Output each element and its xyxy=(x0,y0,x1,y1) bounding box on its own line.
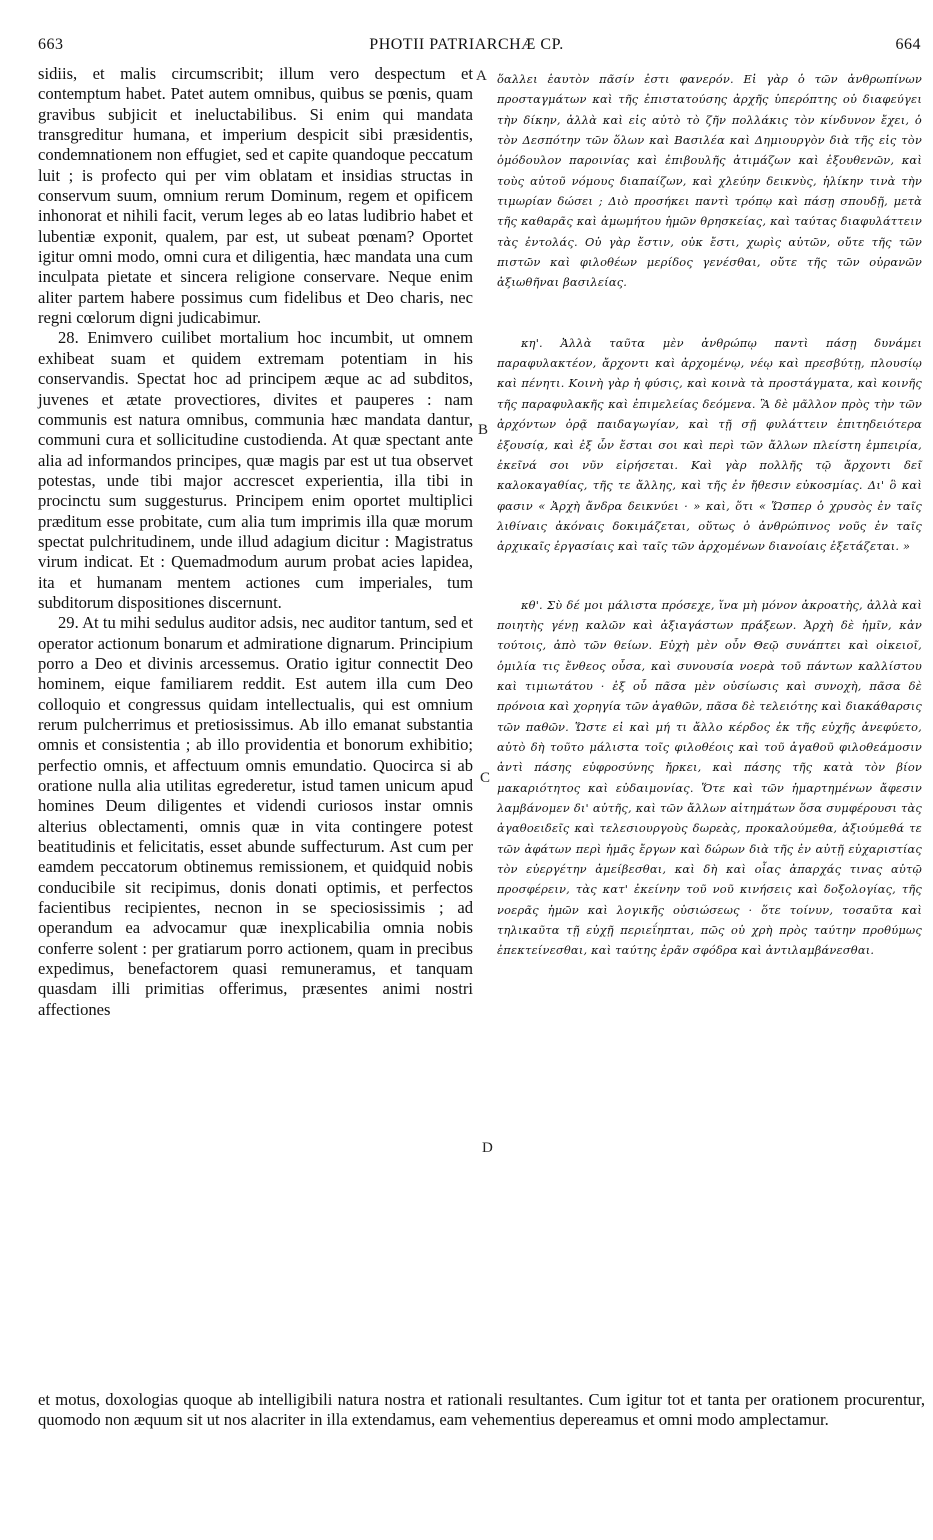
left-page-number: 663 xyxy=(38,36,64,53)
latin-paragraph-29-end: et motus, doxologias quoque ab intelligibili natura nostra et rationali resultantes. Cum igitur tot et tanta per orationem procurentur, quomodo non æquum sit ut nos alacriter in illa extendamus, eam vehementius depereamus et omni modo amplectamur. xyxy=(38,1390,925,1430)
greek-paragraph-28: κη'. Ἀλλὰ ταῦτα μὲν ἀνθρώπῳ παντὶ πάσῃ δυνάμει παραφυλακτέον, ἄρχοντι καὶ ἀρχομένῳ, νέῳ καὶ πρεσβύτῃ, πλουσίῳ καὶ πένητι. Κοινὴ γὰρ ἡ φύσις, καὶ κοινὰ τὰ προστάγματα, καὶ κοινῆς τῆς παραφυλακῆς καὶ ἐπιμελείας δεόμενα. Ἃ δὲ μᾶλλον πρὸς τὴν τῶν ἀρχόντων ὁρᾷ παιδαγωγίαν, καὶ τῇ σῇ φυλάττειν ἐπιτηδειότερα ἐξουσίᾳ, καὶ ἐξ ὧν ἔσται σοι καὶ περὶ τῶν ἄλλων πλείστη ἐμπειρία, ἐκεῖνά σοι νῦν εἰρήσεται. Καὶ γὰρ πολλῆς τῷ ἄρχοντι δεῖ καλοκαγαθίας, τῆς τε ἄλλης, καὶ τῆς ἐν ἤθεσιν εὐκοσμίας. Δι' ὃ καὶ φασιν « Ἀρχὴ ἄνδρα δεικνύει · » καὶ, ὅτι « Ὥσπερ ὁ χρυσὸς ἐν ταῖς λιθίναις ἀκόναις δοκιμάζεται, οὕτως ὁ ἀνθρώπινος νοῦς ἐν ταῖς ἀρχικαῖς ἐργασίαις καὶ ταῖς τῶν ἀρχομένων διανοίαις ἐξετάζεται. » xyxy=(497,335,922,554)
right-page-number: 664 xyxy=(895,36,921,53)
greek-paragraph-29: κθ'. Σὺ δέ μοι μάλιστα πρόσεχε, ἵνα μὴ μόνον ἀκροατὴς, ἀλλὰ καὶ ποιητὴς γένῃ καλῶν καὶ ἀξιαγάστων πράξεων. Ἀρχὴ δὲ ἡμῖν, κἀν τούτοις, ἀπὸ τῶν θείων. Εὐχὴ μὲν οὖν Θεῷ συνάπτει καὶ οἰκειοῖ, ὁμιλία τις ἔνθεος οὖσα, καὶ συνουσία νοερὰ τοῦ πάντων καλλίστου καὶ τιμιωτάτου · ἐξ οὗ πᾶσα μὲν οὐσίωσις καὶ συνοχὴ, πᾶσα δὲ πρόνοια καὶ χορηγία τῶν ἀγαθῶν, πᾶσα δὲ τελειότης καὶ διακάθαρσις τῶν παθῶν. Ὥστε εἰ καὶ μή τι ἄλλο κέρδος ἐκ τῆς εὐχῆς ἀνεφύετο, αὐτὸ δὴ τοῦτο μάλιστα τοῖς φιλοθέοις καὶ τοῦ ἀγαθοῦ φιλοθεάμοσιν ἀντὶ πάσης εὐφροσύνης ἤρκει, καὶ πάσης τῆς κατὰ τὸν βίον μακαριότητος καὶ εὐδαιμονίας. Ὅτε καὶ τῶν ἡμαρτημένων ἄφεσιν λαμβάνομεν δι' αὐτῆς, καὶ τῶν ἄλλων αἰτημάτων ὅσα συμφέρουσι τὰς ἀγαθοειδεῖς καὶ τελεσιουργοὺς δωρεὰς, προκαλούμεθα, ἀξιούμεθά τε τῶν ἀφάτων περὶ ἡμᾶς ἔργων καὶ δώρων διὰ τῆς ἐν αὐτῇ εὐχαριστίας τὸν εὐεργέτην ἀμείβεσθαι, καὶ δὴ καὶ οἷας ἀπαρχάς τινας αὐτῷ προσφέρειν, τὰς κατ' ἐκείνην τοῦ νοῦ κινήσεις καὶ δοξολογίας, τῆς νοερᾶς ἡμῶν καὶ λογικῆς οὐσιώσεως · ὅτε τοίνυν, τοσαῦτα καὶ τηλικαῦτα τῇ εὐχῇ περιεΐηπται, πῶς οὐ χρὴ πρὸς ταύτην προθύμως ἐπεκτείνεσθαι, καὶ ταύτης ἐρᾶν σφόδρα καὶ ἀντιλαμβάνεσθαι. xyxy=(497,597,922,958)
section-marker-d: D xyxy=(482,1140,493,1156)
latin-paragraph-27-end: sidiis, et malis circumscribit; illum vero despectum et contemptum habet. Patet autem omnibus, quibus se pœnis, quam gravibus subjicit et ineluctabilibus. Si enim qui mandata transgreditur humana, et imperium despicit sibi præsidentis, condemnationem non effugiet, sed et capite quandoque peccatum luit ; is profecto qui per vim oblatam et insidias structas in conservum suum, omnium rerum Dominum, regem et opificem inhonorat et nihili facit, verum leges ab eo latas ludibrio habet et lubentiæ exponit, qualem, par est, ut subeat pœnam? Oportet igitur omni modo, omni cura et diligentia, hæc mandata una cum inculpata pietate et sincera religione conservare. Neque enim aliter partem habere possimus cum fidelibus et Deo charis, nec regni cœlorum digni judicabimur. xyxy=(38,64,473,328)
section-gap-c xyxy=(497,557,922,595)
running-title: PHOTII PATRIARCHÆ CP. xyxy=(369,36,564,53)
section-marker-a: A xyxy=(476,68,487,84)
latin-column xyxy=(38,64,473,1020)
greek-column xyxy=(497,69,922,961)
greek-paragraph-27-end: ὅαλλει ἑαυτὸν πᾶσίν ἐστι φανερόν. Εἰ γὰρ ὁ τῶν ἀνθρωπίνων προσταγμάτων καὶ τῆς ἐπιστατούσης ἀρχῆς ὑπερόπτης οὐ διαφεύγει τὴν δίκην, ἀλλὰ καὶ εἰς αὐτὸ τὸ ζῆν πολλάκις τὸν κίνδυνον ἔχει, ὁ τὸν Δεσπότην τῶν ὅλων καὶ Βασιλέα καὶ Δημιουργὸν διὰ τῆς εἰς τὸν ὁμόδουλον παροινίας καὶ ἐπιβουλῆς ἀτιμάζων καὶ ἐξουθενῶν, καὶ τοὺς αὐτοῦ νόμους διαπαίζων, καὶ χλεύην δεικνὺς, ἡλίκην τινὰ τὴν τιμωρίαν δώσει ; Διὸ προσήκει παντὶ τρόπῳ καὶ πάσῃ σπουδῇ, μετὰ τῆς καθαρᾶς καὶ ἀμωμήτου ἡμῶν θρησκείας, καὶ ταύτας διαφυλάττειν τὰς ἐντολάς. Οὐ γὰρ ἔστιν, οὐκ ἔστι, χωρὶς αὐτῶν, οὔτε τῆς τῶν πιστῶν καὶ φιλοθέων μερίδος γενέσθαι, οὔτε τῆς τῶν οὐρανῶν ἀξιωθῆναι βασιλείας. xyxy=(497,72,922,290)
section-marker-b: B xyxy=(478,422,489,438)
latin-paragraph-29: 29. At tu mihi sedulus auditor adsis, nec auditor tantum, sed et operator actionum bonarum et admiratione dignarum. Principium porro a Deo et divinis arcessemus. Oratio igitur connectit Deo hominem, eique familiarem reddit. Est autem illa cum Deo colloquio et congressus quidam intellectualis, qui est omnium rerum pulcherrimus et pretiosissimus. Ab illo emanat substantia omnis et consistentia ; ab illo providentia et bonorum exhibitio; perfectio omnis, et affectuum omnis emundatio. Quocirca si ab oratione nulla alia utilitas egrederetur, istud tamen unicum apud homines Deum diligentes et videndi curiosos instar omnis alterius oblectamenti, omnis quæ in vita contingere potest beatitudinis et felicitatis, esset abunde suffecturum. Ast cum per eamdem peccatorum obtinemus remissionem, et quidquid nobis conducibile sit recipimus, donis donati optimis, et perfectos facientibus recipientes, necnon in se speciosissimis ; ad operandum ea advocamur quæ inexplicabilia omnia nobis conferre solent : per gratiarum porro actionem, quam in precibus expedimus, benefactorem quasi remuneramus, et tanquam quasdam illi primitias offerimus, præsentes animi nostri affectiones xyxy=(38,613,473,1019)
section-marker-c: C xyxy=(480,770,491,786)
latin-full-width-ending xyxy=(38,1390,925,1431)
page-header xyxy=(0,0,933,60)
latin-paragraph-28: 28. Enimvero cuilibet mortalium hoc incumbit, ut omnem exhibeat suam et quidem extremam potentiam in his conservandis. Spectat hoc ad principem æque ac ad subditos, juvenes et ætate provectiores, divites et pauperes : nam communis est natura omnibus, communia hæc mandata dantur, communi cura et sollicitudine custodienda. At quæ spectant ante alia ad informandos principes, quæ magis par est ut tua observet potestas, unde tibi major accrescet experientia, illa tibi in procinctu sum suggesturus. Principem enim oportet multiplici præditum esse probitate, cum alia tum imprimis illa quæ morum spectat pulchritudinem, unde illud adagium dicitur : Magistratus virum indicat. Et : Quemadmodum aurum probat acies lapidea, ita et humanam mentem actiones cum imperiales, tum subditorum dispositiones discernunt. xyxy=(38,328,473,612)
section-gap-b xyxy=(497,293,922,333)
